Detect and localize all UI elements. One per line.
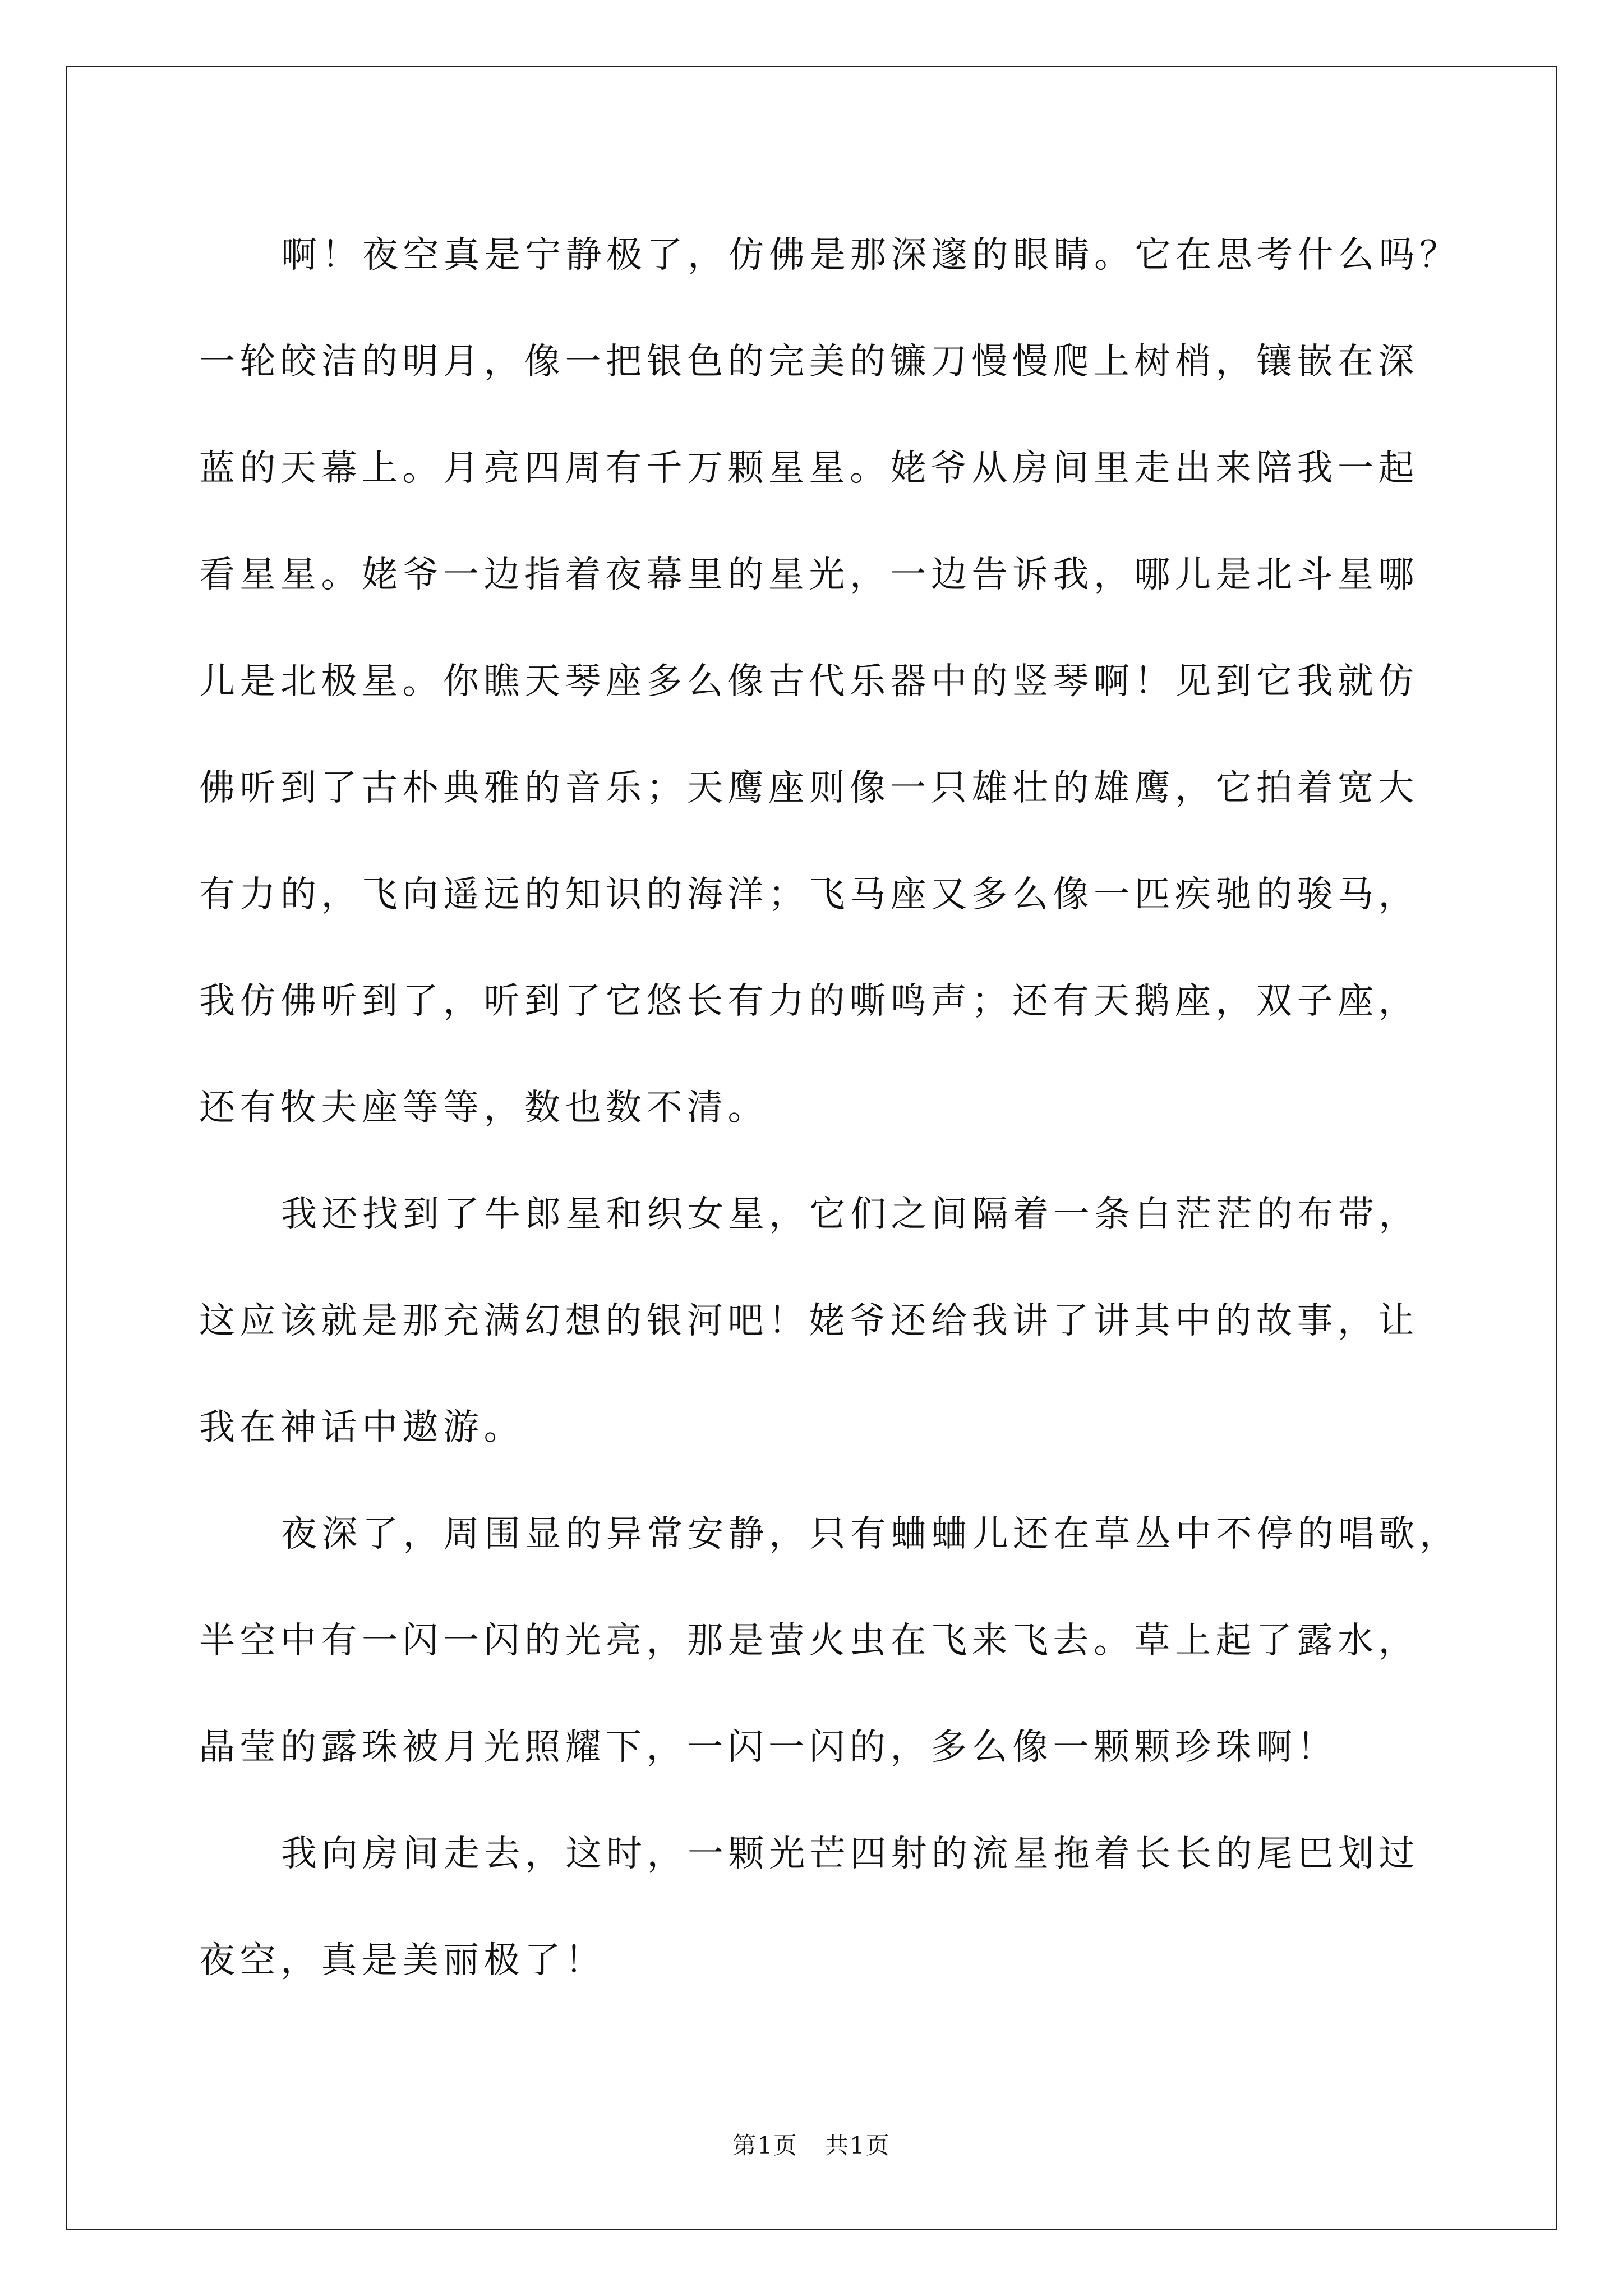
- page-footer: [0, 2129, 1623, 2162]
- paragraph-1-line-8: 我仿佛听到了，听到了它悠长有力的嘶鸣声；还有天鹅座，双子座，: [199, 981, 1419, 1022]
- paragraph-4-line-2: 夜空，真是美丽极了！: [199, 1940, 606, 1981]
- paragraph-2-line-3: 我在神话中遨游。: [199, 1407, 524, 1448]
- paragraph-4-line-1: 我向房间走去，这时，一颗光芒四射的流星拖着长长的尾巴划过: [281, 1833, 1419, 1875]
- paragraph-1-line-1: 啊！夜空真是宁静极了，仿佛是那深邃的眼睛。它在思考什么吗？: [281, 234, 1460, 276]
- paragraph-1-line-5: 儿是北极星。你瞧天琴座多么像古代乐器中的竖琴啊！见到它我就仿: [199, 661, 1419, 702]
- paragraph-3-line-3: 晶莹的露珠被月光照耀下，一闪一闪的，多么像一颗颗珍珠啊！: [199, 1727, 1338, 1768]
- paragraph-2-line-2: 这应该就是那充满幻想的银河吧！姥爷还给我讲了讲其中的故事，让: [199, 1300, 1419, 1342]
- paragraph-1-line-4: 看星星。姥爷一边指着夜幕里的星光，一边告诉我，哪儿是北斗星哪: [199, 554, 1419, 596]
- paragraph-1-line-9: 还有牧夫座等等，数也数不清。: [199, 1087, 768, 1129]
- paragraph-2-line-1: 我还找到了牛郎星和织女星，它们之间隔着一条白茫茫的布带，: [281, 1194, 1419, 1235]
- paragraph-3-line-1: 夜深了，周围显的异常安静，只有蛐蛐儿还在草丛中不停的唱歌，: [281, 1513, 1460, 1555]
- document-body: [199, 202, 1460, 2014]
- paragraph-1-line-3: 蓝的天幕上。月亮四周有千万颗星星。姥爷从房间里走出来陪我一起: [199, 448, 1419, 489]
- paragraph-1-line-6: 佛听到了古朴典雅的音乐；天鹰座则像一只雄壮的雄鹰，它拍着宽大: [199, 767, 1419, 809]
- paragraph-1-line-7: 有力的，飞向遥远的知识的海洋；飞马座又多么像一匹疾驰的骏马，: [199, 874, 1419, 915]
- paragraph-1-line-2: 一轮皎洁的明月，像一把银色的完美的镰刀慢慢爬上树梢，镶嵌在深: [199, 341, 1419, 383]
- paragraph-3-line-2: 半空中有一闪一闪的光亮，那是萤火虫在飞来飞去。草上起了露水，: [199, 1620, 1419, 1662]
- page-number-total: 共1页: [825, 2132, 891, 2159]
- page-number-current: 第1页: [732, 2132, 798, 2159]
